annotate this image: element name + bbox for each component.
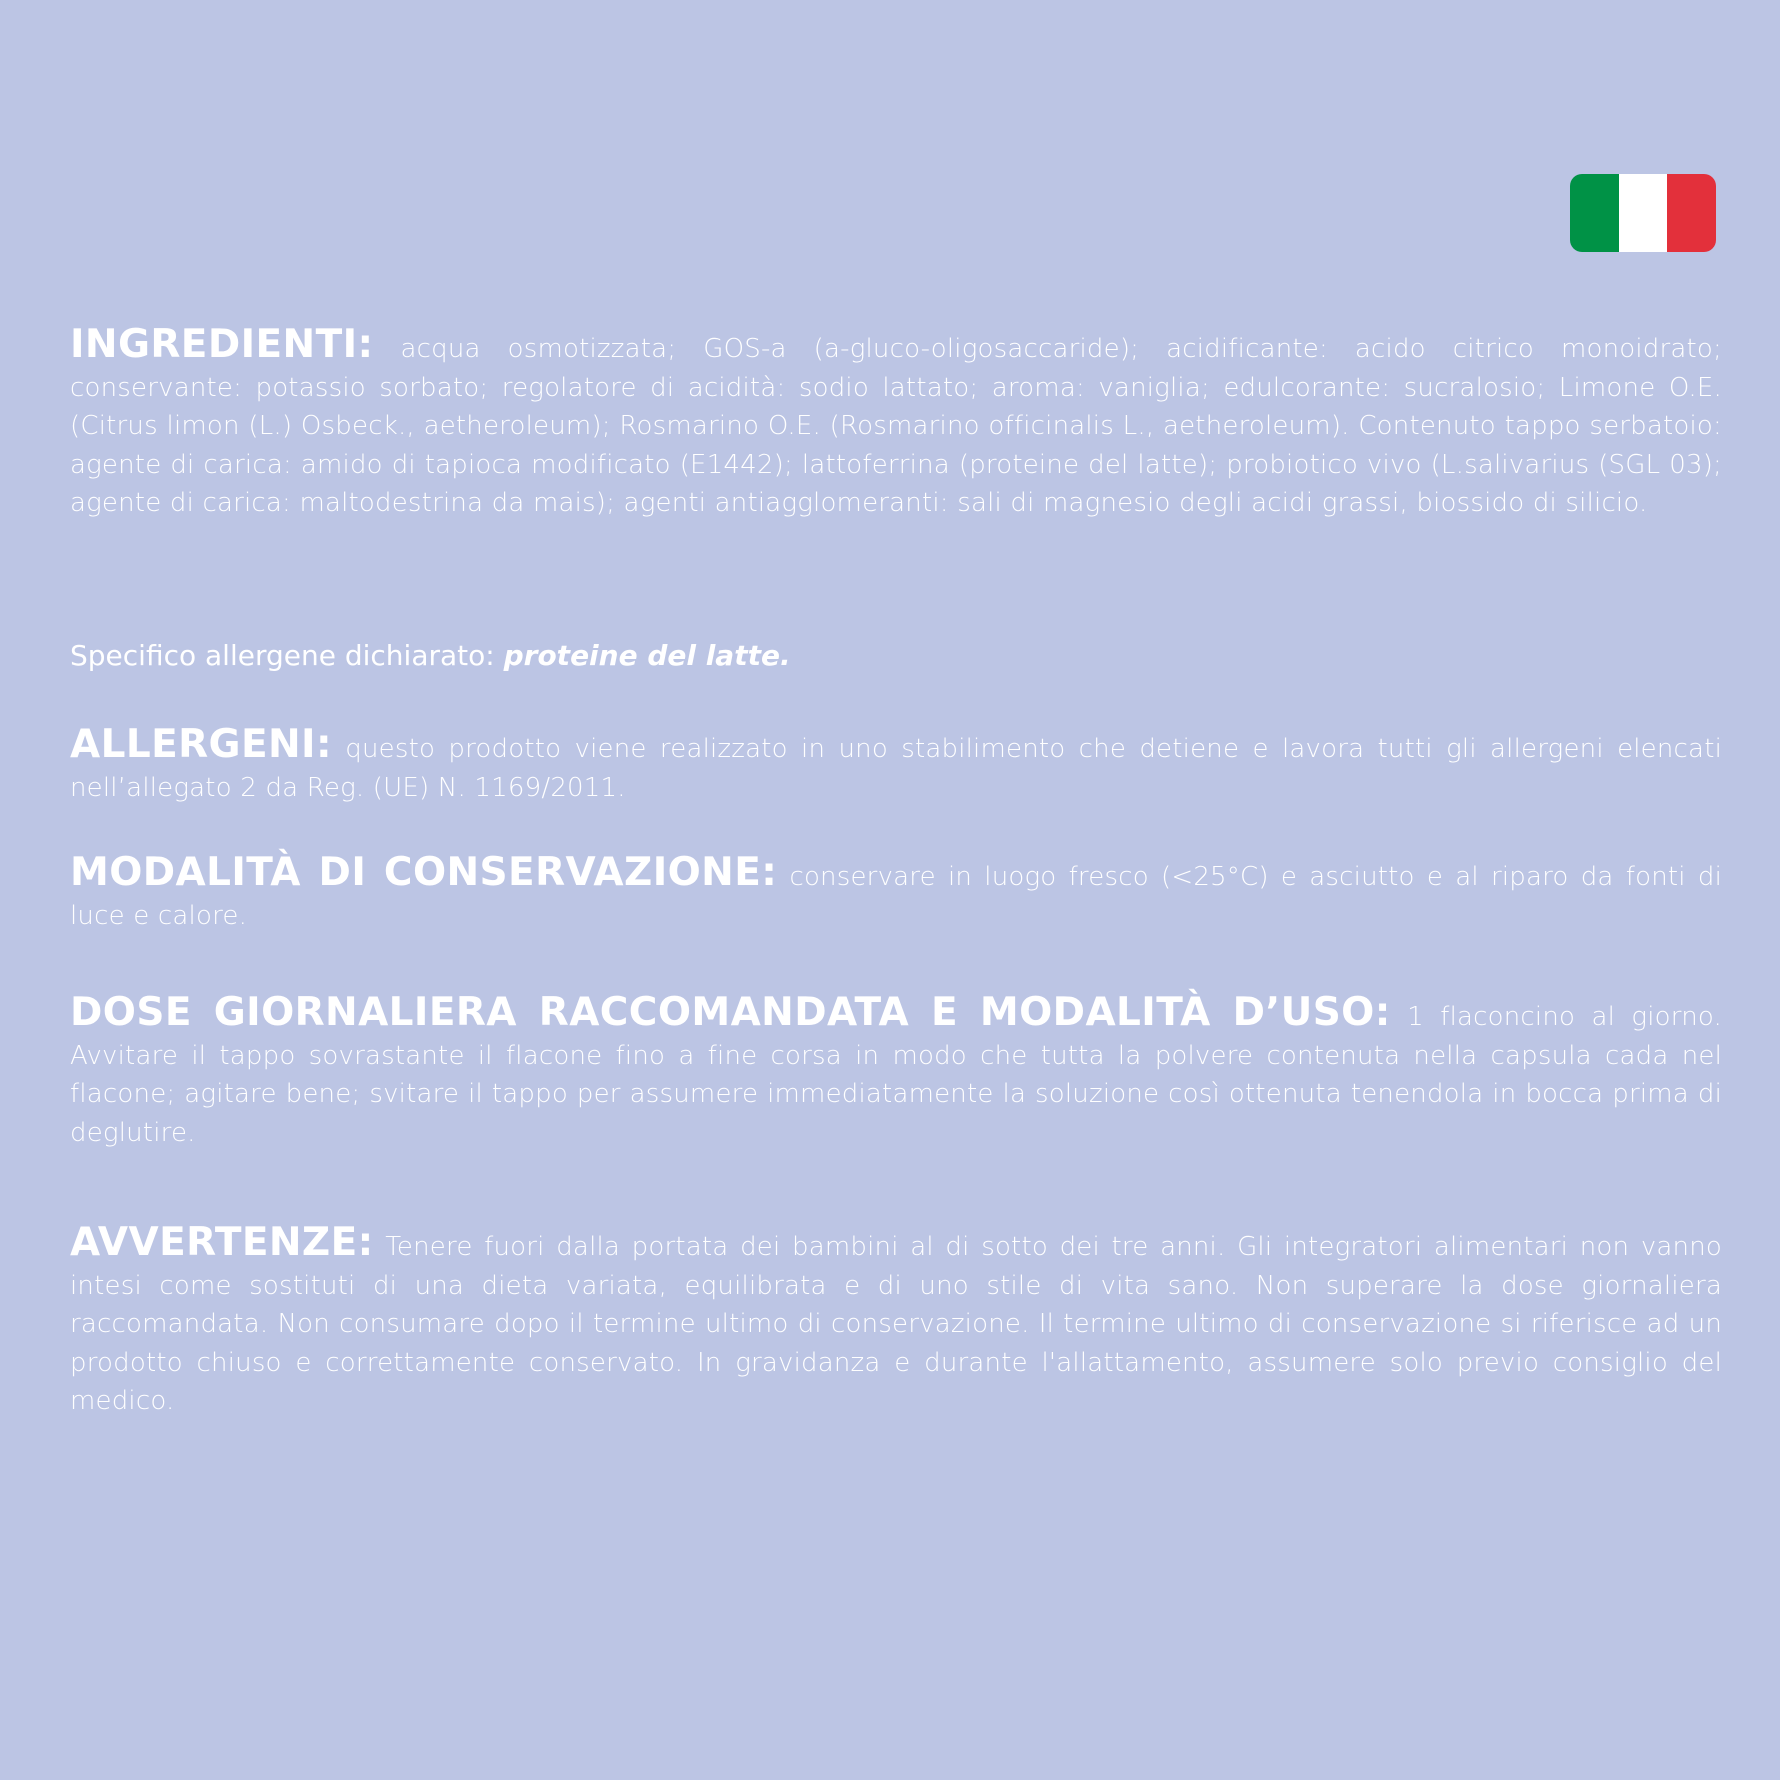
warnings-section <box>70 1220 1723 1421</box>
storage-text: conservare in luogo fresco (<25°C) e asciutto e al riparo da fonti di luce e calore. <box>70 862 1723 931</box>
warnings-text: Tenere fuori dalla portata dei bambini al di sotto dei tre anni. Gli integratori alimentari non vanno intesi come sostituti di una dieta variata, equilibrata e di uno stile di vita sano. Non superare la dose giornaliera raccomandata. Non consumare dopo il termine ultimo di conservazione. Il termine ultimo di conservazione si riferisce ad un prodotto chiuso e correttamente conservato. In gravidanza e durante l'allattamento, assumere solo previo consiglio del medico. <box>70 1232 1723 1416</box>
dosage-section <box>70 990 1722 1152</box>
allergens-section <box>70 722 1723 807</box>
dosage-heading: DOSE GIORNALIERA RACCOMANDATA E MODALITÀ D’USO: <box>70 990 1391 1035</box>
ingredients-text: acqua osmotizzata; GOS-a (a-gluco-oligosaccaride); acidificante: acido citrico monoidrato; conservante: potassio sorbato; regolatore di acidità: sodio lattato; aroma: vaniglia; edulcorante: sucralosio; Limone O.E. (Citrus limon (L.) Osbeck., aetheroleum); Rosmarino O.E. (Rosmarino officinalis L., aetheroleum). Contenuto tappo serbatoio: agente di carica: amido di tapioca modificato (E1442); lattoferrina (proteine del latte); probiotico vivo (L.salivarius (SGL 03); agente di carica: maltodestrina da mais); agenti antiagglomeranti: sali di magnesio degli acidi grassi, biossido di silicio. <box>70 334 1722 518</box>
storage-section <box>70 850 1723 935</box>
allergens-heading: ALLERGENI: <box>70 722 332 767</box>
allergens-text: questo prodotto viene realizzato in uno stabilimento che detiene e lavora tutti gli allergeni elencati nell’allegato 2 da Reg. (UE) N. 1169/2011. <box>70 734 1723 803</box>
declared-allergen-note <box>70 636 791 676</box>
ingredients-heading: INGREDIENTI: <box>70 322 374 367</box>
declared-allergen-value: proteine del latte. <box>503 639 791 672</box>
warnings-heading: AVVERTENZE: <box>70 1220 374 1265</box>
dosage-text: 1 flaconcino al giorno. Avvitare il tappo sovrastante il flacone fino a fine corsa in modo che tutta la polvere contenuta nella capsula cada nel flacone; agitare bene; svitare il tappo per assumere immediatamente la soluzione così ottenuta tenendola in bocca prima di deglutire. <box>70 1002 1722 1148</box>
declared-allergen-label: Specifico allergene dichiarato: <box>70 639 504 672</box>
italian-flag-icon <box>1570 174 1716 252</box>
flag-green-band <box>1570 174 1619 252</box>
ingredients-section <box>70 322 1722 523</box>
flag-white-band <box>1619 174 1668 252</box>
flag-red-band <box>1667 174 1716 252</box>
storage-heading: MODALITÀ DI CONSERVAZIONE: <box>70 850 778 895</box>
